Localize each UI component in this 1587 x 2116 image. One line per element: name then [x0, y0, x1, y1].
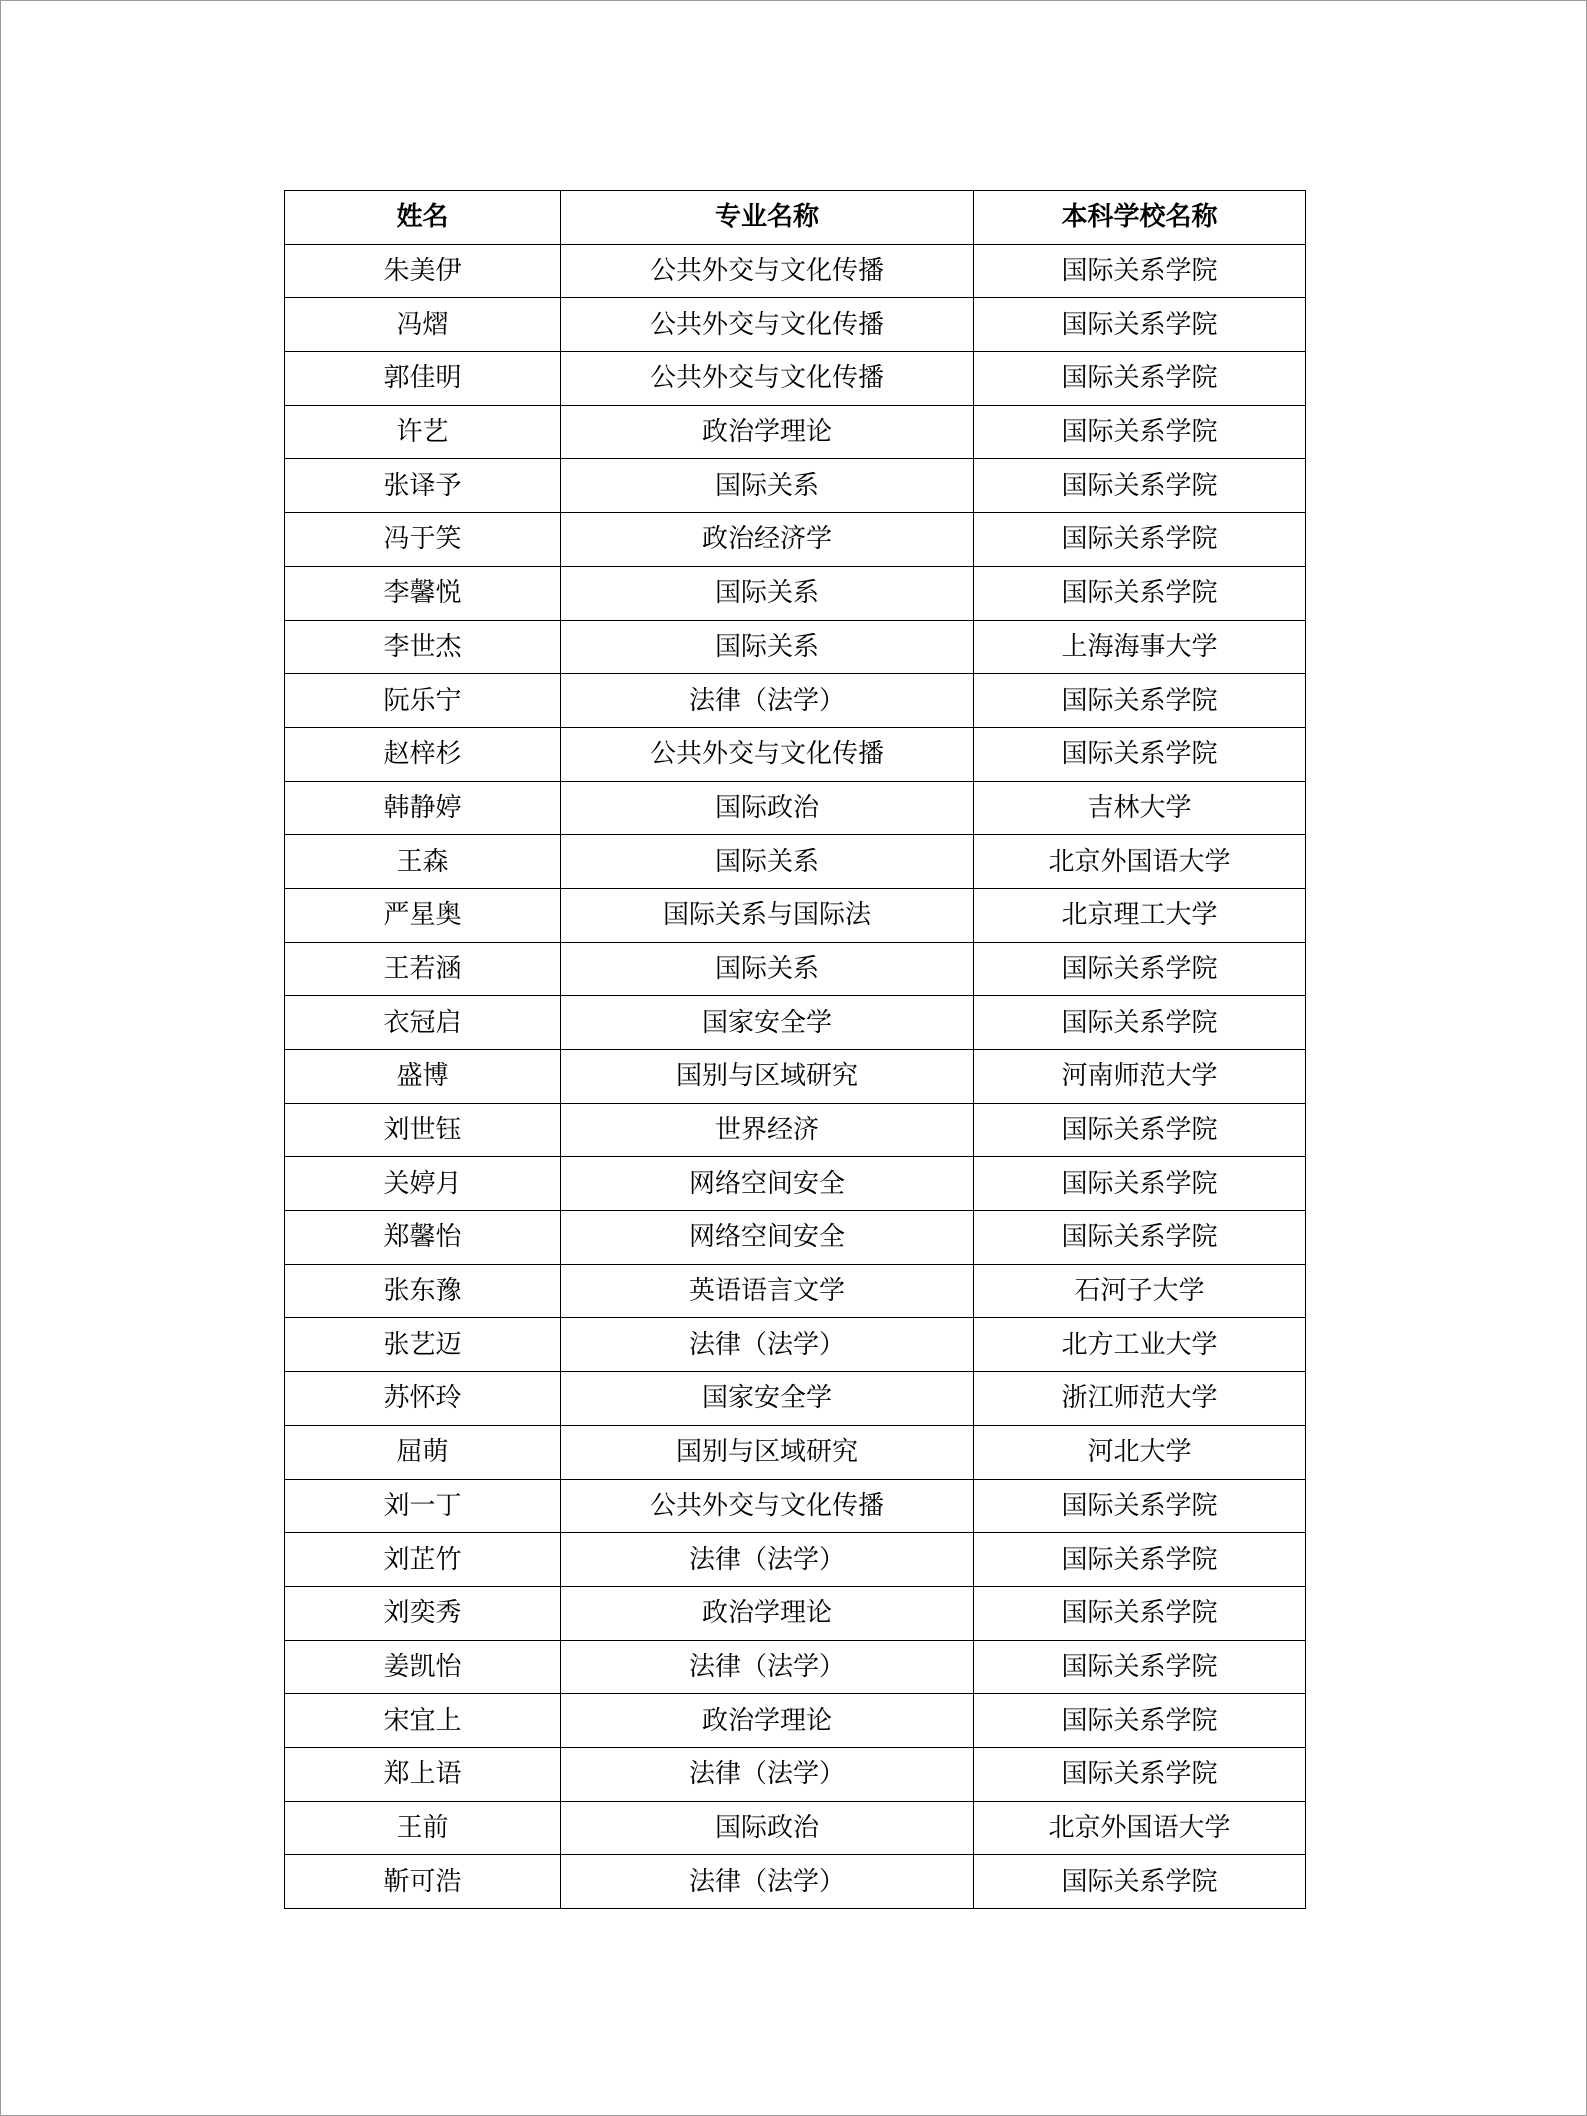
cell-major: 国际关系与国际法 — [561, 888, 974, 942]
table-header-row — [285, 191, 1306, 245]
cell-student-name: 姜凯怡 — [285, 1640, 561, 1694]
cell-school: 国际关系学院 — [974, 674, 1306, 728]
cell-student-name: 王前 — [285, 1801, 561, 1855]
cell-school: 国际关系学院 — [974, 1586, 1306, 1640]
table-row — [285, 1103, 1306, 1157]
cell-student-name: 刘奕秀 — [285, 1586, 561, 1640]
cell-school: 国际关系学院 — [974, 1640, 1306, 1694]
cell-major: 法律（法学） — [561, 1533, 974, 1587]
cell-major: 国际政治 — [561, 781, 974, 835]
cell-student-name: 郑馨怡 — [285, 1211, 561, 1265]
cell-student-name: 严星奥 — [285, 888, 561, 942]
cell-major: 国际关系 — [561, 566, 974, 620]
cell-school: 国际关系学院 — [974, 942, 1306, 996]
table-row — [285, 1050, 1306, 1104]
cell-school: 国际关系学院 — [974, 244, 1306, 298]
cell-school: 国际关系学院 — [974, 566, 1306, 620]
cell-major: 法律（法学） — [561, 1747, 974, 1801]
table-row — [285, 620, 1306, 674]
cell-student-name: 李世杰 — [285, 620, 561, 674]
cell-student-name: 靳可浩 — [285, 1855, 561, 1909]
cell-school: 国际关系学院 — [974, 298, 1306, 352]
cell-school: 上海海事大学 — [974, 620, 1306, 674]
cell-student-name: 宋宜上 — [285, 1694, 561, 1748]
table-row — [285, 244, 1306, 298]
cell-student-name: 韩静婷 — [285, 781, 561, 835]
cell-school: 国际关系学院 — [974, 352, 1306, 406]
cell-major: 国际政治 — [561, 1801, 974, 1855]
header-name: 姓名 — [285, 191, 561, 245]
cell-major: 法律（法学） — [561, 1855, 974, 1909]
cell-school: 国际关系学院 — [974, 1479, 1306, 1533]
cell-student-name: 刘一丁 — [285, 1479, 561, 1533]
cell-school: 北京外国语大学 — [974, 835, 1306, 889]
table-row — [285, 1855, 1306, 1909]
cell-major: 政治学理论 — [561, 1694, 974, 1748]
cell-school: 河北大学 — [974, 1425, 1306, 1479]
table-row — [285, 1694, 1306, 1748]
cell-school: 国际关系学院 — [974, 1694, 1306, 1748]
cell-major: 政治学理论 — [561, 405, 974, 459]
table-row — [285, 1211, 1306, 1265]
table-row — [285, 888, 1306, 942]
table-row — [285, 1801, 1306, 1855]
cell-school: 国际关系学院 — [974, 1533, 1306, 1587]
table-row — [285, 1533, 1306, 1587]
cell-school: 国际关系学院 — [974, 1211, 1306, 1265]
header-school: 本科学校名称 — [974, 191, 1306, 245]
cell-student-name: 王若涵 — [285, 942, 561, 996]
cell-school: 浙江师范大学 — [974, 1372, 1306, 1426]
cell-major: 法律（法学） — [561, 1318, 974, 1372]
table-row — [285, 405, 1306, 459]
table-row — [285, 1372, 1306, 1426]
cell-major: 英语语言文学 — [561, 1264, 974, 1318]
cell-school: 吉林大学 — [974, 781, 1306, 835]
cell-major: 政治学理论 — [561, 1586, 974, 1640]
cell-student-name: 冯熠 — [285, 298, 561, 352]
table-body — [285, 244, 1306, 1908]
cell-major: 国家安全学 — [561, 996, 974, 1050]
cell-student-name: 阮乐宁 — [285, 674, 561, 728]
cell-student-name: 盛博 — [285, 1050, 561, 1104]
table-row — [285, 1586, 1306, 1640]
cell-school: 国际关系学院 — [974, 459, 1306, 513]
table-row — [285, 1640, 1306, 1694]
header-major: 专业名称 — [561, 191, 974, 245]
table-row — [285, 298, 1306, 352]
cell-major: 国别与区域研究 — [561, 1425, 974, 1479]
cell-school: 国际关系学院 — [974, 405, 1306, 459]
cell-major: 网络空间安全 — [561, 1157, 974, 1211]
cell-school: 国际关系学院 — [974, 996, 1306, 1050]
table-row — [285, 727, 1306, 781]
table-row — [285, 1747, 1306, 1801]
table-row — [285, 781, 1306, 835]
table-row — [285, 1479, 1306, 1533]
table-row — [285, 1318, 1306, 1372]
cell-student-name: 张译予 — [285, 459, 561, 513]
cell-school: 石河子大学 — [974, 1264, 1306, 1318]
cell-student-name: 冯于笑 — [285, 513, 561, 567]
cell-major: 国家安全学 — [561, 1372, 974, 1426]
table-row — [285, 1264, 1306, 1318]
cell-major: 公共外交与文化传播 — [561, 1479, 974, 1533]
table-row — [285, 996, 1306, 1050]
cell-school: 北京外国语大学 — [974, 1801, 1306, 1855]
table-row — [285, 566, 1306, 620]
cell-student-name: 许艺 — [285, 405, 561, 459]
table-row — [285, 352, 1306, 406]
cell-student-name: 朱美伊 — [285, 244, 561, 298]
cell-student-name: 张东豫 — [285, 1264, 561, 1318]
cell-major: 国际关系 — [561, 835, 974, 889]
cell-major: 国际关系 — [561, 459, 974, 513]
cell-major: 公共外交与文化传播 — [561, 244, 974, 298]
cell-major: 公共外交与文化传播 — [561, 727, 974, 781]
cell-school: 国际关系学院 — [974, 1103, 1306, 1157]
cell-student-name: 王森 — [285, 835, 561, 889]
cell-student-name: 郭佳明 — [285, 352, 561, 406]
cell-student-name: 刘世钰 — [285, 1103, 561, 1157]
cell-student-name: 屈萌 — [285, 1425, 561, 1479]
cell-major: 世界经济 — [561, 1103, 974, 1157]
cell-student-name: 张艺迈 — [285, 1318, 561, 1372]
cell-major: 法律（法学） — [561, 674, 974, 728]
cell-student-name: 赵梓杉 — [285, 727, 561, 781]
cell-major: 国际关系 — [561, 620, 974, 674]
cell-school: 国际关系学院 — [974, 1747, 1306, 1801]
cell-school: 北京理工大学 — [974, 888, 1306, 942]
table-row — [285, 459, 1306, 513]
cell-school: 国际关系学院 — [974, 727, 1306, 781]
cell-major: 国际关系 — [561, 942, 974, 996]
cell-student-name: 李馨悦 — [285, 566, 561, 620]
cell-major: 公共外交与文化传播 — [561, 298, 974, 352]
cell-major: 公共外交与文化传播 — [561, 352, 974, 406]
table-row — [285, 942, 1306, 996]
admission-table — [284, 190, 1306, 1909]
table-row — [285, 1425, 1306, 1479]
cell-school: 北方工业大学 — [974, 1318, 1306, 1372]
cell-student-name: 苏怀玲 — [285, 1372, 561, 1426]
table-row — [285, 1157, 1306, 1211]
table-row — [285, 835, 1306, 889]
table-row — [285, 513, 1306, 567]
cell-school: 国际关系学院 — [974, 1157, 1306, 1211]
cell-major: 法律（法学） — [561, 1640, 974, 1694]
cell-school: 河南师范大学 — [974, 1050, 1306, 1104]
cell-student-name: 刘芷竹 — [285, 1533, 561, 1587]
cell-major: 国别与区域研究 — [561, 1050, 974, 1104]
cell-student-name: 衣冠启 — [285, 996, 561, 1050]
cell-major: 网络空间安全 — [561, 1211, 974, 1265]
table-row — [285, 674, 1306, 728]
cell-major: 政治经济学 — [561, 513, 974, 567]
cell-student-name: 郑上语 — [285, 1747, 561, 1801]
cell-student-name: 关婷月 — [285, 1157, 561, 1211]
cell-school: 国际关系学院 — [974, 513, 1306, 567]
cell-school: 国际关系学院 — [974, 1855, 1306, 1909]
